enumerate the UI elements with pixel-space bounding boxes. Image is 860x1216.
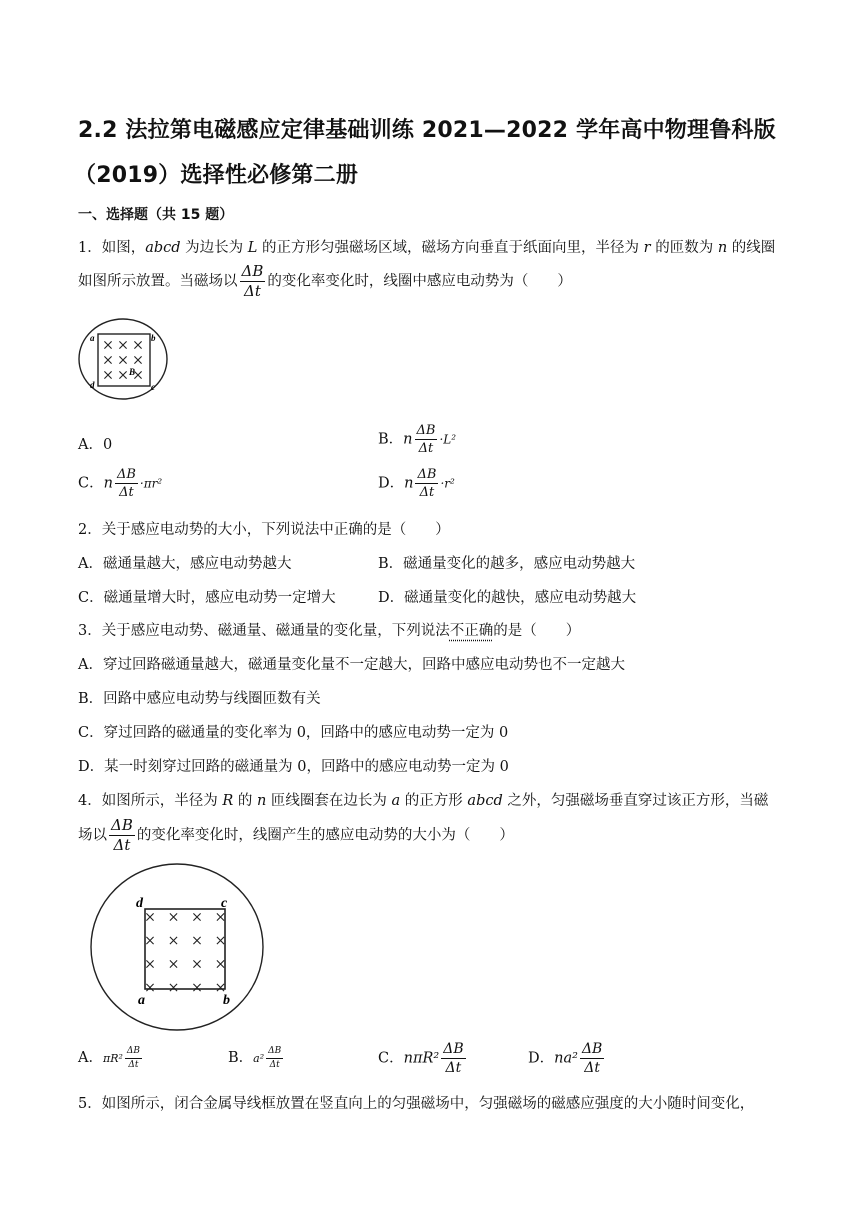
field-cross-mark [170,913,177,920]
field-cross-mark [134,341,141,348]
field-cross-mark [134,371,141,378]
field-cross-mark [146,960,153,967]
field-cross-mark [193,913,200,920]
field-cross-mark [119,341,126,348]
field-cross-mark [170,960,177,967]
field-cross-mark [134,356,141,363]
field-cross-mark [104,341,111,348]
q4-option-c[interactable]: C．nπR² $\frac{\Delta B}{\Delta t}$ [378,1041,464,1076]
field-cross-mark [193,984,200,991]
q4-option-d[interactable]: D．na² $\frac{\Delta B}{\Delta t}$ [528,1041,603,1076]
q2-option-c[interactable]: C．磁通量增大时，感应电动势一定增大 [78,590,336,606]
q1-option-c[interactable]: C．n $\frac{\Delta B}{\Delta t}$ ·πr² [78,467,163,500]
q4-stem-line-1: 4．如图所示，半径为 R 的 n 匝线圈套在边长为 a 的正方形 abcd 之外，匀强磁场垂直穿过该正方形，当磁 [78,793,769,809]
q1-option-a[interactable]: A．0 [78,437,113,453]
q4-label-b: b [223,993,230,1008]
q3-option-c[interactable]: C．穿过回路的磁通量的变化率为 0，回路中的感应电动势一定为 0 [78,725,509,741]
q4-label-d: d [136,896,143,911]
q4-option-a[interactable]: A．πR² $\frac{\Delta B}{\Delta t}$ [78,1045,141,1070]
field-cross-mark [193,960,200,967]
q1-option-d[interactable]: D．n $\frac{\Delta B}{\Delta t}$ ·r² [378,467,455,500]
field-cross-mark [104,371,111,378]
emphasis-not-correct: 不正确 [449,623,494,639]
q1-label-c: c [151,382,155,392]
q5-stem: 5．如图所示，闭合金属导线框放置在竖直向上的匀强磁场中，匀强磁场的磁感应强度的大小随时间变化， [78,1096,755,1112]
q1-option-b[interactable]: B．n $\frac{\Delta B}{\Delta t}$ ·L² [378,423,457,456]
q1-label-B: B [129,367,136,377]
q3-option-d[interactable]: D．某一时刻穿过回路的磁通量为 0，回路中的感应电动势一定为 0 [78,759,509,775]
field-cross-mark [119,356,126,363]
field-cross-mark [217,984,224,991]
document-title [74,108,798,198]
field-cross-mark [119,371,126,378]
field-cross-mark [217,937,224,944]
title-line-2: （2019）选择性必修第二册 [74,163,359,188]
q3-stem: 3．关于感应电动势、磁通量、磁通量的变化量，下列说法不正确的是（ ） [78,623,581,639]
q3-option-b[interactable]: B．回路中感应电动势与线圈匝数有关 [78,691,321,707]
q1-label-b: b [151,333,156,343]
q2-option-b[interactable]: B．磁通量变化的越多，感应电动势越大 [378,556,636,572]
q4-label-a: a [138,993,145,1008]
field-cross-mark [170,937,177,944]
field-cross-mark [217,913,224,920]
section-heading: 一、选择题（共 15 题） [78,207,234,223]
delta-b-over-delta-t-fraction: $\frac{\Delta B}{\Delta t}$ [241,262,264,300]
field-cross-mark [104,356,111,363]
q1-figure [78,318,170,400]
q4-stem-line-2: 场以 $\frac{\Delta B}{\Delta t}$ 的变化率变化时，线圈产生的感应电动势的大小为（ ） [78,816,514,854]
field-cross-mark [146,913,153,920]
q3-option-a[interactable]: A．穿过回路磁通量越大，磁通量变化量不一定越大，回路中感应电动势也不一定越大 [78,657,625,673]
q2-option-d[interactable]: D．磁通量变化的越快，感应电动势越大 [378,590,637,606]
field-cross-mark [193,937,200,944]
field-cross-mark [217,960,224,967]
q1-label-d: d [90,380,95,390]
q1-label-a: a [90,333,95,343]
q1-stem-line-2: 如图所示放置。当磁场以 $\frac{\Delta B}{\Delta t}$ 的变化率变化时，线圈中感应电动势为（ ） [78,262,572,300]
field-cross-mark [146,937,153,944]
q4-label-c: c [221,896,228,911]
title-line-1: 2.2 法拉第电磁感应定律基础训练 2021—2022 学年高中物理鲁科版 [78,118,776,143]
q4-option-b[interactable]: B．a² $\frac{\Delta B}{\Delta t}$ [228,1045,282,1070]
q1-stem-line-1: 1．如图，abcd 为边长为 L 的正方形匀强磁场区域，磁场方向垂直于纸面向里，半径为 r 的匝数为 n 的线圈 [78,240,776,256]
field-cross-mark [146,984,153,991]
q2-option-a[interactable]: A．磁通量越大，感应电动势越大 [78,556,292,572]
q4-figure [90,862,266,1032]
field-cross-mark [170,984,177,991]
q2-stem: 2．关于感应电动势的大小，下列说法中正确的是（ ） [78,522,450,538]
